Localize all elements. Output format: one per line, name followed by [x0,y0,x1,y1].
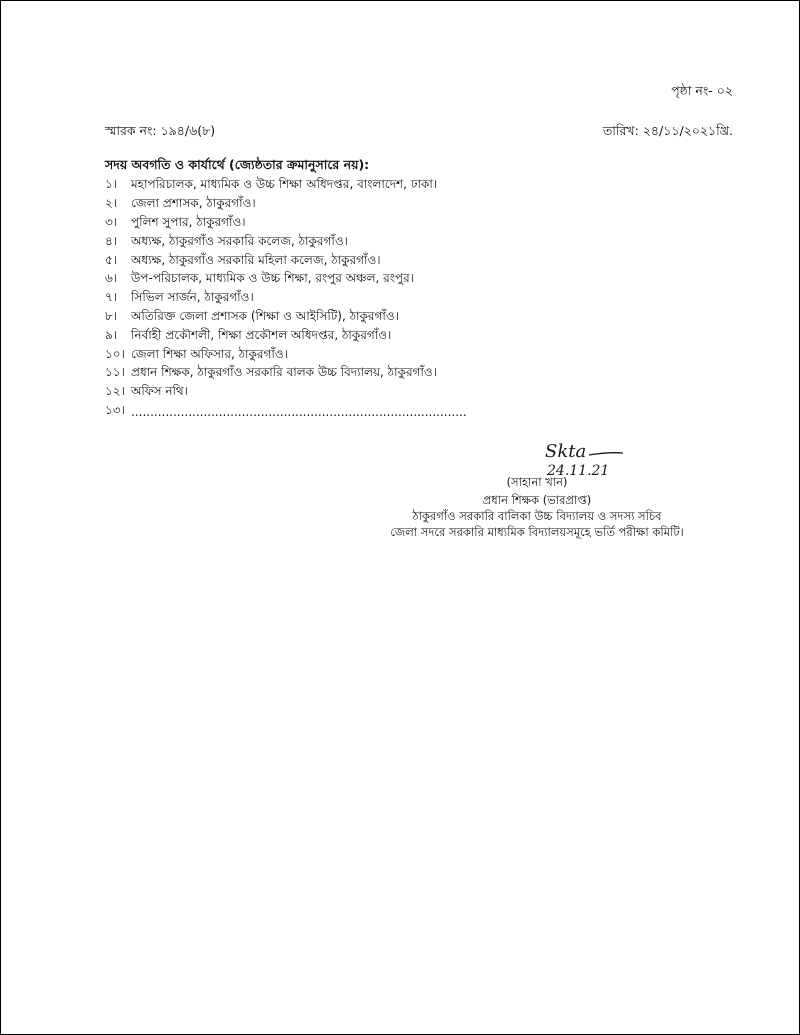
item-text: মহাপরিচালক, মাধ্যমিক ও উচ্চ শিক্ষা অধিদপ্তর, বাংলাদেশ, ঢাকা। [131,177,438,192]
item-text: উপ-পরিচালক, মাধ্যমিক ও উচ্চ শিক্ষা, রংপুর অঞ্চল, রংপুর। [131,271,414,286]
item-text: অধ্যক্ষ, ঠাকুরগাঁও সরকারি কলেজ, ঠাকুরগাঁও। [131,233,348,248]
item-number: ১১। [105,365,125,380]
item-text: প্রধান শিক্ষক, ঠাকুরগাঁও সরকারি বালক উচ্চ বিদ্যালয়, ঠাকুরগাঁও। [131,365,438,380]
item-number: ১। [105,177,118,192]
item-text: অফিস নথি। [131,384,188,399]
item-number: ৪। [105,233,118,248]
item-text: জেলা শিক্ষা অফিসার, ঠাকুরগাঁও। [131,346,288,361]
signatory-institution: ঠাকুরগাঁও সরকারি বালিকা উচ্চ বিদ্যালয় ও সদস্য সচিব [412,509,662,523]
signature-scrawl: Skta [545,441,587,462]
item-text: সিভিল সার্জন, ঠাকুরগাঁও। [131,290,254,305]
item-number: ৬। [105,271,118,286]
list-item [105,384,467,403]
item-number: ৯। [105,327,118,342]
list-item [105,196,467,215]
list-item [105,309,467,328]
memo-number: স্মারক নং: ১৯৪/৬(৮) [105,123,216,138]
item-number: ৮। [105,308,118,323]
item-number: ২। [105,196,118,211]
list-item [105,252,467,271]
page-number: পৃষ্ঠা নং- ০২ [671,83,733,98]
signatory-committee: জেলা সদরে সরকারি মাধ্যমিক বিদ্যালয়সমূহে ভর্তি পরীক্ষা কমিটি। [390,525,684,539]
document-date: তারিখ: ২৪/১১/২০২১খ্রি. [602,123,733,138]
distribution-list [105,177,467,421]
list-item [105,403,467,422]
list-item [105,365,467,384]
item-number: ৫। [105,252,118,267]
item-text: অধ্যক্ষ, ঠাকুরগাঁও সরকারি মহিলা কলেজ, ঠাকুরগাঁও। [131,252,381,267]
list-item [105,215,467,234]
item-text: পুলিশ সুপার, ঠাকুরগাঁও। [131,215,246,229]
item-number: ৭। [105,290,118,305]
list-item [105,271,467,290]
item-text: নির্বাহী প্রকৌশলী, শিক্ষা প্রকৌশল অধিদপ্তর, ঠাকুরগাঁও। [131,327,392,342]
item-text: ........................................................................................ [131,404,467,419]
list-item [105,327,467,346]
item-text: জেলা প্রশাসক, ঠাকুরগাঁও। [131,196,256,211]
item-text: অতিরিক্ত জেলা প্রশাসক (শিক্ষা ও আইসিটি), ঠাকুরগাঁও। [131,308,399,323]
list-item [105,233,467,252]
item-number: ১২। [105,384,125,399]
item-number: ১৩। [105,402,125,417]
list-item [105,177,467,196]
distribution-heading: সদয় অবগতি ও কার্যার্থে (জ্যেষ্ঠতার ক্রমানুসারে নয়): [105,157,370,172]
signatory-designation: প্রধান শিক্ষক (ভারপ্রাপ্ত) [482,493,592,507]
item-number: ১০। [105,346,125,361]
signatory-name: (সাহানা খান) [506,475,568,489]
signature-date: 24.11.21 [547,463,610,479]
list-item [105,346,467,365]
item-number: ৩। [105,215,118,229]
list-item [105,290,467,309]
